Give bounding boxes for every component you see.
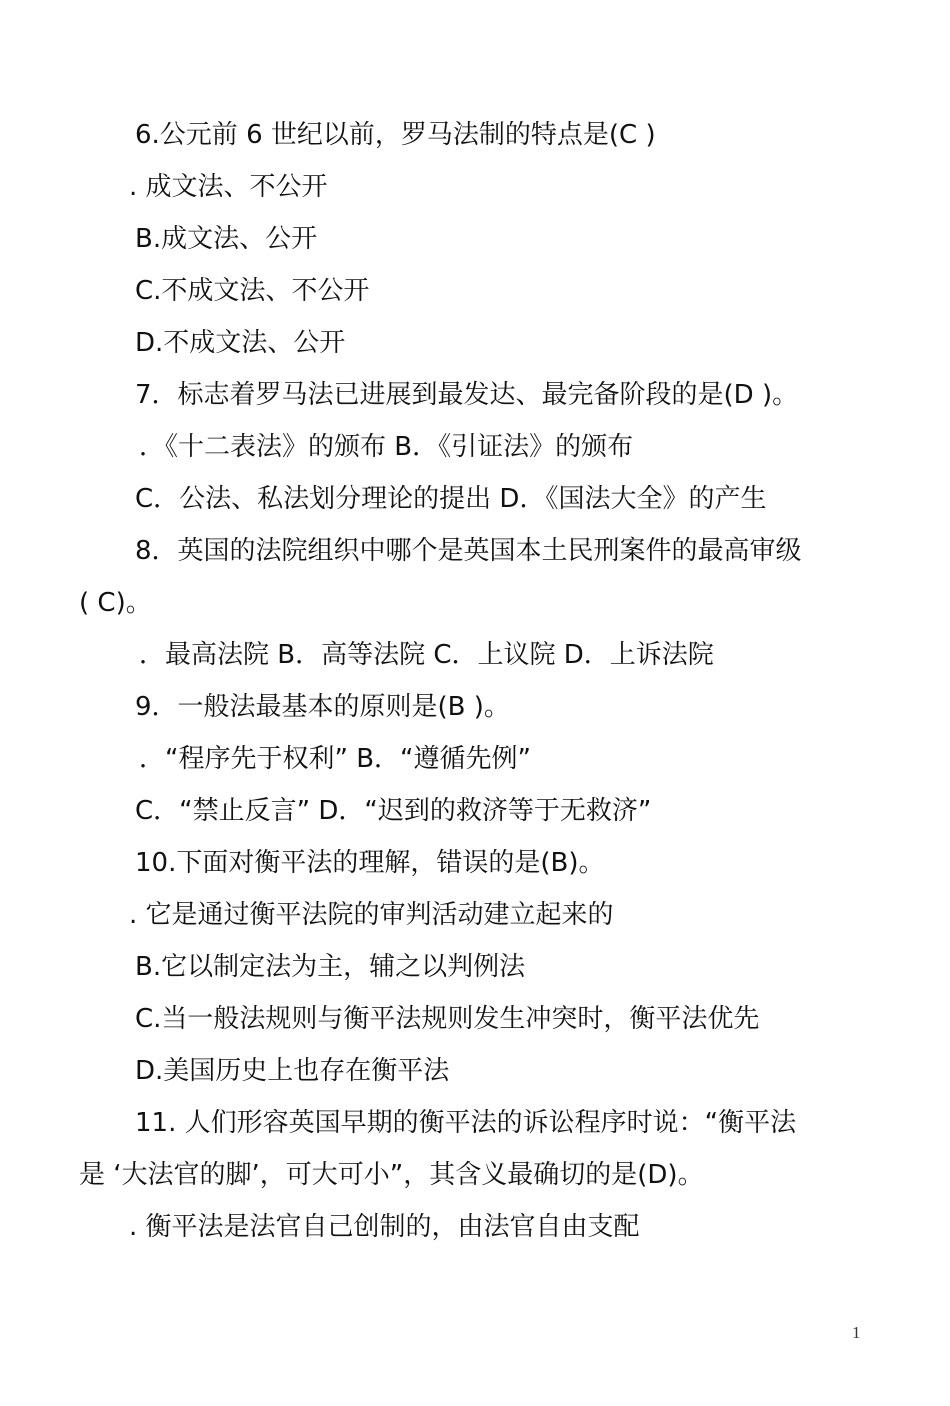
question-6-stem: 6.公元前 6 世纪以前，罗马法制的特点是(C ) bbox=[135, 120, 656, 150]
question-7-options-cd: C．公法、私法划分理论的提出 D．《国法大全》的产生 bbox=[135, 484, 767, 514]
question-8-stem: 8．英国的法院组织中哪个是英国本土民刑案件的最高审级 bbox=[135, 536, 802, 566]
question-6-option-d: D.不成文法、公开 bbox=[135, 328, 346, 358]
question-8-options: ．最高法院 B．高等法院 C．上议院 D．上诉法院 bbox=[139, 640, 714, 670]
question-11-stem: 11. 人们形容英国早期的衡平法的诉讼程序时说：“衡平法 bbox=[135, 1108, 797, 1138]
page-number: 1 bbox=[852, 1323, 861, 1342]
question-9-stem: 9．一般法最基本的原则是(B )。 bbox=[135, 692, 510, 722]
question-9-options-ab: ．“程序先于权利” B．“遵循先例” bbox=[139, 744, 531, 774]
question-10-option-b: B.它以制定法为主，辅之以判例法 bbox=[135, 952, 526, 982]
question-11-stem-continued: 是 ‘大法官的脚’，可大可小”，其含义最确切的是(D)。 bbox=[79, 1160, 704, 1190]
question-10-option-c: C.当一般法规则与衡平法规则发生冲突时，衡平法优先 bbox=[135, 1004, 760, 1034]
question-6-option-b: B.成文法、公开 bbox=[135, 224, 318, 254]
question-9-options-cd: C．“禁止反言” D．“迟到的救济等于无救济” bbox=[135, 796, 652, 826]
question-10-stem: 10.下面对衡平法的理解，错误的是(B)。 bbox=[135, 848, 605, 878]
question-7-stem: 7．标志着罗马法已进展到最发达、最完备阶段的是(D )。 bbox=[135, 380, 799, 410]
question-10-option-a: . 它是通过衡平法院的审判活动建立起来的 bbox=[129, 900, 614, 930]
question-6-option-c: C.不成文法、不公开 bbox=[135, 276, 370, 306]
question-8-stem-continued: ( C)。 bbox=[79, 588, 152, 618]
question-11-option-a: . 衡平法是法官自己创制的，由法官自由支配 bbox=[129, 1212, 640, 1242]
question-7-options-ab: ．《十二表法》的颁布 B．《引证法》的颁布 bbox=[139, 432, 634, 462]
question-6-option-a: . 成文法、不公开 bbox=[129, 172, 328, 202]
question-10-option-d: D.美国历史上也存在衡平法 bbox=[135, 1056, 450, 1086]
